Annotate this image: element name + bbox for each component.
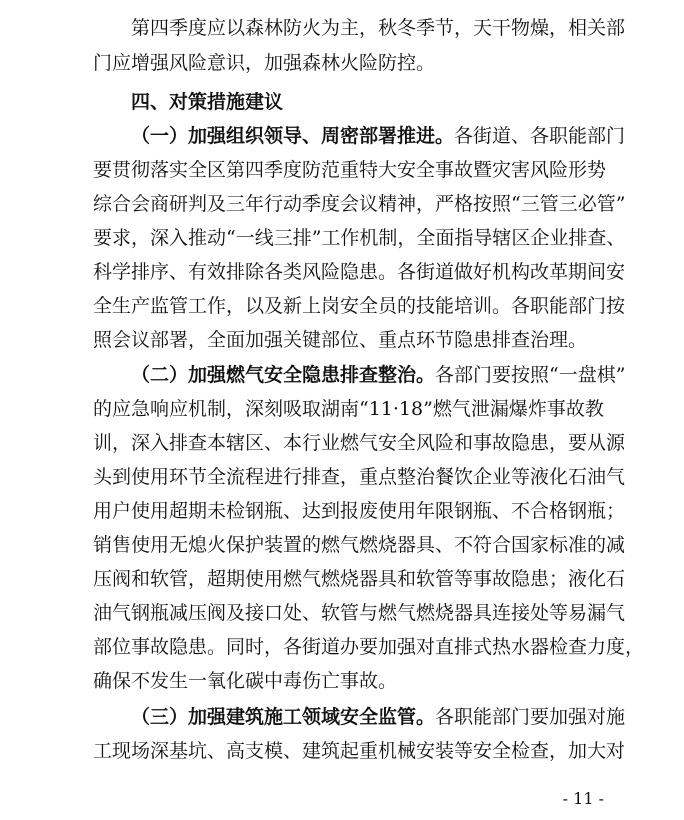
- paragraph-3-text: 各职能部门要加强对施: [435, 706, 626, 728]
- text-line: 头到使用环节全流程进行排查，重点整治餐饮企业等液化石油气: [93, 466, 626, 488]
- text-line: 确保不发生一氧化碳中毒伤亡事故。: [93, 670, 398, 692]
- text-line: 的应急响应机制，深刻吸取湖南“11·18”燃气泄漏爆炸事故教: [93, 398, 604, 420]
- paragraph-1-lead: （一）加强组织领导、周密部署推进。: [131, 125, 455, 147]
- text-line: 全生产监管工作，以及新上岗安全员的技能培训。各职能部门按: [93, 295, 626, 317]
- text-line: 销售使用无熄火保护装置的燃气燃烧器具、不符合国家标准的减: [93, 534, 626, 556]
- paragraph-2-first-line: [131, 360, 626, 390]
- text-line: 压阀和软管，超期使用燃气燃烧器具和软管等事故隐患；液化石: [93, 568, 626, 590]
- text-line: 要求，深入推动“一线三排”工作机制，全面指导辖区企业排查、: [93, 227, 626, 249]
- text-line: 照会议部署，全面加强关键部位、重点环节隐患排查治理。: [93, 329, 588, 351]
- text-line: 科学排序、有效排除各类风险隐患。各街道做好机构改革期间安: [93, 261, 626, 283]
- paragraph-3-lead: （三）加强建筑施工领域安全监管。: [131, 706, 436, 728]
- text-line: 油气钢瓶减压阀及接口处、软管与燃气燃烧器具连接处等易漏气: [93, 602, 626, 624]
- section-heading: 四、对策措施建议: [131, 91, 284, 113]
- text-line: 部位事故隐患。同时，各街道办要加强对直排式热水器检查力度，: [93, 636, 645, 658]
- text-line: 训，深入排查本辖区、本行业燃气安全风险和事故隐患，要从源: [93, 432, 626, 454]
- paragraph-3-first-line: [131, 702, 626, 732]
- paragraph-1-first-line: [131, 121, 626, 151]
- text-line: 综合会商研判及三年行动季度会议精神，严格按照“三管三必管”: [93, 193, 626, 215]
- paragraph-1-text: 各街道、各职能部门: [454, 125, 626, 147]
- page-number: - 11 -: [562, 789, 604, 808]
- paragraph-2-lead: （二）加强燃气安全隐患排查整治。: [131, 364, 436, 386]
- text-line: 第四季度应以森林防火为主，秋冬季节，天干物燥，相关部: [131, 17, 626, 39]
- text-line: 门应增强风险意识，加强森林火险防控。: [93, 52, 436, 74]
- paragraph-2-text: 各部门要按照“一盘棋”: [435, 364, 626, 386]
- text-line: 用户使用超期未检钢瓶、达到报废使用年限钢瓶、不合格钢瓶；: [93, 500, 626, 522]
- text-line: 要贯彻落实全区第四季度防范重特大安全事故暨灾害风险形势: [93, 159, 607, 181]
- text-line: 工现场深基坑、高支模、建筑起重机械安装等安全检查，加大对: [93, 740, 626, 762]
